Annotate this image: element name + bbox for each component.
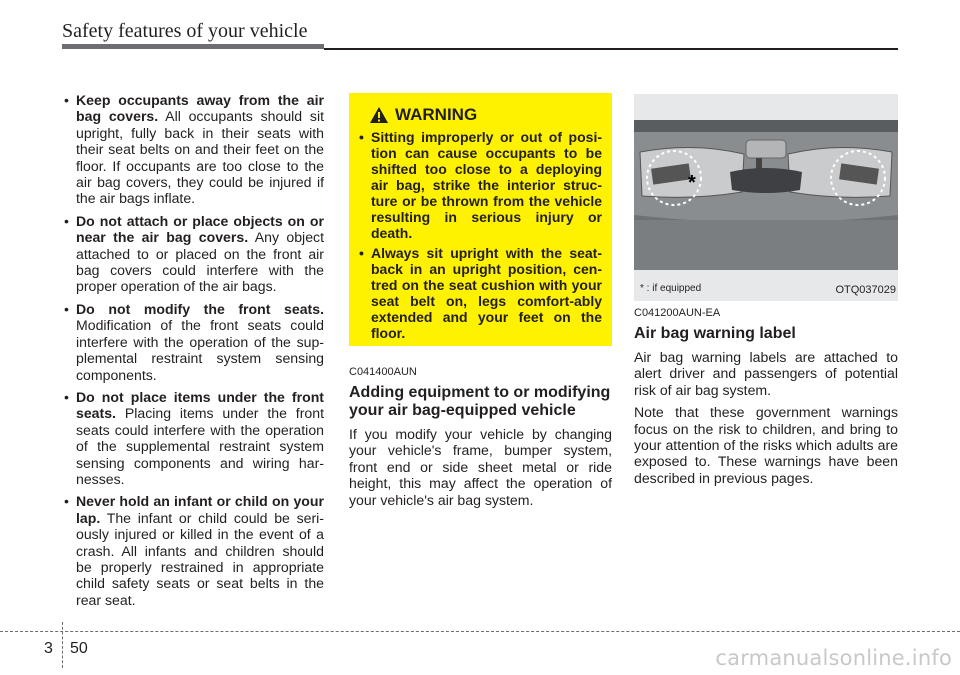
- page-number: 50: [70, 640, 88, 657]
- warning-triangle-icon: [369, 106, 389, 124]
- header-accent-bar: [62, 44, 324, 49]
- bullet-text: Placing items under the front seats could interfere with the operation of the supplemental restraint system sensing components and wiring har-nesses.: [76, 405, 324, 487]
- bullet-lead: Do not modify the front seats.: [76, 300, 324, 317]
- header-rule: [324, 48, 898, 50]
- bullet-item: [62, 301, 324, 383]
- warning-item: • Sitting improperly or out of posi-tion can cause occupants to be shifted too close to a deploying air bag, strike the interior struc-ture or be thrown from the vehicle resulting in serious injury or death.: [357, 129, 602, 241]
- warning-list: [357, 129, 602, 341]
- bullet-text: Modification of the front seats could interfere with the operation of the sup-plemental restraint system sensing components.: [76, 317, 324, 383]
- sunvisor-illustration: [634, 120, 898, 270]
- section-heading: Air bag warning label: [634, 325, 796, 342]
- warning-item: • Always sit upright with the seat-back in an upright position, cen-tred on the seat cushion with your seat belt on, legs comfort-ably extended and your feet on the floor.: [357, 245, 602, 341]
- footer-divider: [62, 622, 63, 668]
- warning-box: [349, 93, 612, 346]
- watermark: carmanualsonline.info: [715, 646, 952, 670]
- section-body: If you modify your vehicle by changing your vehicle's frame, bumper system, front end or side sheet metal or ride height, this may affect the operation of your vehicle's air bag system.: [349, 426, 612, 508]
- sunvisor-figure: [634, 94, 898, 301]
- figure-note: * : if equipped: [640, 283, 702, 294]
- bullet-text: The infant or child could be seri-ously injured or killed in the event of a crash. All infants and children should be properly restrained in appropriate child safety seats or seat belts in the rear seat.: [76, 509, 324, 608]
- bullet-lead: Do not attach or place objects on or near the air bag covers.: [76, 212, 324, 246]
- bullet-text: Any object attached to or placed on the front air bag covers could interfere with the proper operation of the air bags.: [76, 229, 324, 295]
- bullet-lead: Keep occupants away from the air bag covers.: [76, 92, 324, 125]
- adding-equipment-section: [349, 365, 612, 514]
- bullet-item: [62, 92, 324, 207]
- bullet-text: All occupants should sit upright, fully back in their seats with their seat belts on and their feet on the floor. If occupants are too close to the air bag covers, they could be injured if the air bags inflate.: [76, 108, 324, 207]
- section-code: C041200AUN-EA: [634, 307, 721, 319]
- chapter-number: 3: [44, 640, 53, 657]
- section-code: C041400AUN: [349, 366, 417, 378]
- figure-code: OTQ037029: [835, 284, 896, 296]
- section-paragraph: Air bag warning labels are attached to alert driver and passengers of potential risk of air bag system.: [634, 349, 898, 398]
- warning-header: [357, 105, 602, 125]
- section-title: Safety features of your vehicle: [62, 20, 308, 42]
- left-column: [62, 92, 324, 614]
- safety-bullet-list: [62, 92, 324, 608]
- bullet-lead: Never hold an infant or child on your lap.: [76, 493, 324, 526]
- bullet-lead: Do not place items under the front seats.: [76, 388, 324, 422]
- bullet-item: [62, 213, 324, 295]
- section-heading: Adding equipment to or modifying your air bag-equipped vehicle: [349, 384, 611, 419]
- warning-title: WARNING: [395, 105, 478, 124]
- bullet-item: [62, 389, 324, 487]
- footer-rule: [0, 631, 960, 632]
- warning-label-section: [634, 306, 898, 492]
- bullet-item: [62, 493, 324, 608]
- equipped-marker: *: [688, 172, 696, 194]
- section-paragraph: Note that these government warnings focus on the risk to children, and bring to your attention of the risks which adults are exposed to. These warnings have been described in previous pages.: [634, 404, 898, 486]
